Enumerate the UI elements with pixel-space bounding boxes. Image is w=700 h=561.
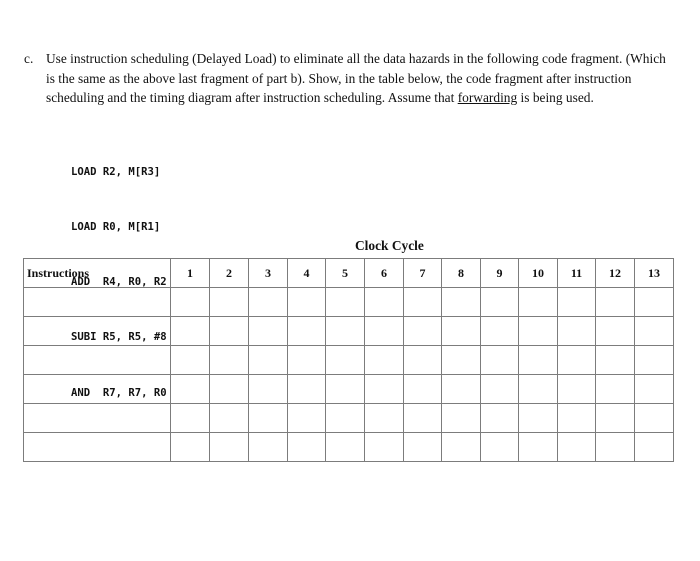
cycle-cell[interactable] [442, 288, 481, 317]
cycle-cell[interactable] [404, 433, 442, 462]
cycle-cell[interactable] [596, 404, 635, 433]
cycle-cell[interactable] [481, 288, 519, 317]
cycle-cell[interactable] [596, 375, 635, 404]
cycle-cell[interactable] [365, 288, 404, 317]
table-row [24, 346, 674, 375]
cycle-cell[interactable] [326, 433, 365, 462]
cycle-cell[interactable] [249, 346, 288, 375]
cycle-cell[interactable] [288, 317, 326, 346]
cycle-cell[interactable] [171, 346, 210, 375]
cycle-cell[interactable] [635, 433, 674, 462]
cycle-header: 1 [171, 259, 210, 288]
cycle-cell[interactable] [365, 375, 404, 404]
cycle-cell[interactable] [481, 317, 519, 346]
cycle-cell[interactable] [171, 317, 210, 346]
cycle-header: 2 [210, 259, 249, 288]
cycle-cell[interactable] [171, 288, 210, 317]
cycle-cell[interactable] [326, 375, 365, 404]
cycle-cell[interactable] [288, 375, 326, 404]
instruction-cell[interactable] [24, 375, 171, 404]
table-row [24, 288, 674, 317]
cycle-cell[interactable] [249, 375, 288, 404]
cycle-cell[interactable] [481, 346, 519, 375]
instruction-cell[interactable] [24, 433, 171, 462]
cycle-cell[interactable] [288, 433, 326, 462]
cycle-header: 5 [326, 259, 365, 288]
cycle-cell[interactable] [288, 288, 326, 317]
cycle-cell[interactable] [210, 288, 249, 317]
cycle-header: 7 [404, 259, 442, 288]
cycle-cell[interactable] [210, 317, 249, 346]
cycle-header: 10 [519, 259, 558, 288]
cycle-cell[interactable] [249, 433, 288, 462]
cycle-header: 3 [249, 259, 288, 288]
cycle-cell[interactable] [635, 375, 674, 404]
question-c [24, 49, 674, 108]
cycle-cell[interactable] [326, 404, 365, 433]
cycle-cell[interactable] [171, 375, 210, 404]
cycle-cell[interactable] [519, 404, 558, 433]
cycle-cell[interactable] [171, 433, 210, 462]
cycle-cell[interactable] [404, 317, 442, 346]
cycle-cell[interactable] [326, 317, 365, 346]
cycle-cell[interactable] [635, 404, 674, 433]
timing-header-row [24, 259, 674, 288]
cycle-cell[interactable] [249, 288, 288, 317]
cycle-cell[interactable] [249, 404, 288, 433]
cycle-header: 9 [481, 259, 519, 288]
question-marker: c. [24, 51, 34, 66]
instructions-header: Instructions [24, 259, 171, 288]
cycle-cell[interactable] [326, 288, 365, 317]
cycle-cell[interactable] [519, 433, 558, 462]
cycle-cell[interactable] [596, 317, 635, 346]
cycle-cell[interactable] [326, 346, 365, 375]
cycle-cell[interactable] [519, 346, 558, 375]
question-text-main: Use instruction scheduling (Delayed Load) to eliminate all the data hazards in the following code fragment. (Which is the same as the above last fragment of part b). Show, in the table below, the code fragment after instruction scheduling and the timing diagram after instruction scheduling. Assume that [46, 51, 666, 105]
question-text-end: is being used. [517, 90, 594, 105]
cycle-cell[interactable] [365, 346, 404, 375]
code-line: ADD R4, R0, R2 [71, 276, 167, 289]
cycle-cell[interactable] [288, 346, 326, 375]
cycle-cell[interactable] [288, 404, 326, 433]
cycle-cell[interactable] [558, 404, 596, 433]
code-line: LOAD R2, M[R3] [71, 165, 161, 178]
table-row [24, 317, 674, 346]
timing-table [23, 258, 674, 462]
cycle-cell[interactable] [558, 375, 596, 404]
table-row [24, 404, 674, 433]
cycle-header: 8 [442, 259, 481, 288]
cycle-cell[interactable] [210, 404, 249, 433]
cycle-cell[interactable] [481, 433, 519, 462]
instruction-cell[interactable] [24, 404, 171, 433]
cycle-cell[interactable] [481, 375, 519, 404]
cycle-cell[interactable] [404, 375, 442, 404]
cycle-header: 13 [635, 259, 674, 288]
cycle-cell[interactable] [596, 288, 635, 317]
question-text [46, 49, 674, 108]
code-line: AND R7, R7, R0 [71, 386, 167, 399]
cycle-cell[interactable] [365, 433, 404, 462]
cycle-cell[interactable] [404, 404, 442, 433]
cycle-cell[interactable] [442, 317, 481, 346]
code-line: LOAD R0, M[R1] [71, 221, 161, 234]
cycle-header: 12 [596, 259, 635, 288]
cycle-cell[interactable] [635, 317, 674, 346]
cycle-cell[interactable] [210, 375, 249, 404]
cycle-cell[interactable] [558, 288, 596, 317]
cycle-cell[interactable] [404, 346, 442, 375]
instruction-cell[interactable] [24, 317, 171, 346]
table-row [24, 375, 674, 404]
cycle-cell[interactable] [558, 346, 596, 375]
cycle-cell[interactable] [442, 404, 481, 433]
timing-body [24, 288, 674, 462]
cycle-cell[interactable] [635, 346, 674, 375]
code-line: SUBI R5, R5, #8 [71, 331, 167, 344]
table-row [24, 433, 674, 462]
cycle-cell[interactable] [635, 288, 674, 317]
cycle-cell[interactable] [519, 375, 558, 404]
cycle-cell[interactable] [596, 433, 635, 462]
cycle-cell[interactable] [442, 346, 481, 375]
cycle-cell[interactable] [558, 433, 596, 462]
cycle-cell[interactable] [442, 375, 481, 404]
instruction-cell[interactable] [24, 346, 171, 375]
cycle-cell[interactable] [519, 288, 558, 317]
cycle-header: 4 [288, 259, 326, 288]
forwarding-term: forwarding [457, 90, 518, 105]
cycle-cell[interactable] [404, 288, 442, 317]
instruction-cell[interactable] [24, 288, 171, 317]
cycle-cell[interactable] [365, 404, 404, 433]
cycle-cell[interactable] [210, 433, 249, 462]
clock-cycle-title: Clock Cycle [355, 238, 424, 253]
cycle-cell[interactable] [171, 404, 210, 433]
cycle-cell[interactable] [519, 317, 558, 346]
cycle-cell[interactable] [210, 346, 249, 375]
cycle-cell[interactable] [481, 404, 519, 433]
cycle-header: 6 [365, 259, 404, 288]
cycle-cell[interactable] [365, 317, 404, 346]
cycle-header: 11 [558, 259, 596, 288]
cycle-cell[interactable] [442, 433, 481, 462]
cycle-cell[interactable] [596, 346, 635, 375]
cycle-cell[interactable] [558, 317, 596, 346]
cycle-cell[interactable] [249, 317, 288, 346]
